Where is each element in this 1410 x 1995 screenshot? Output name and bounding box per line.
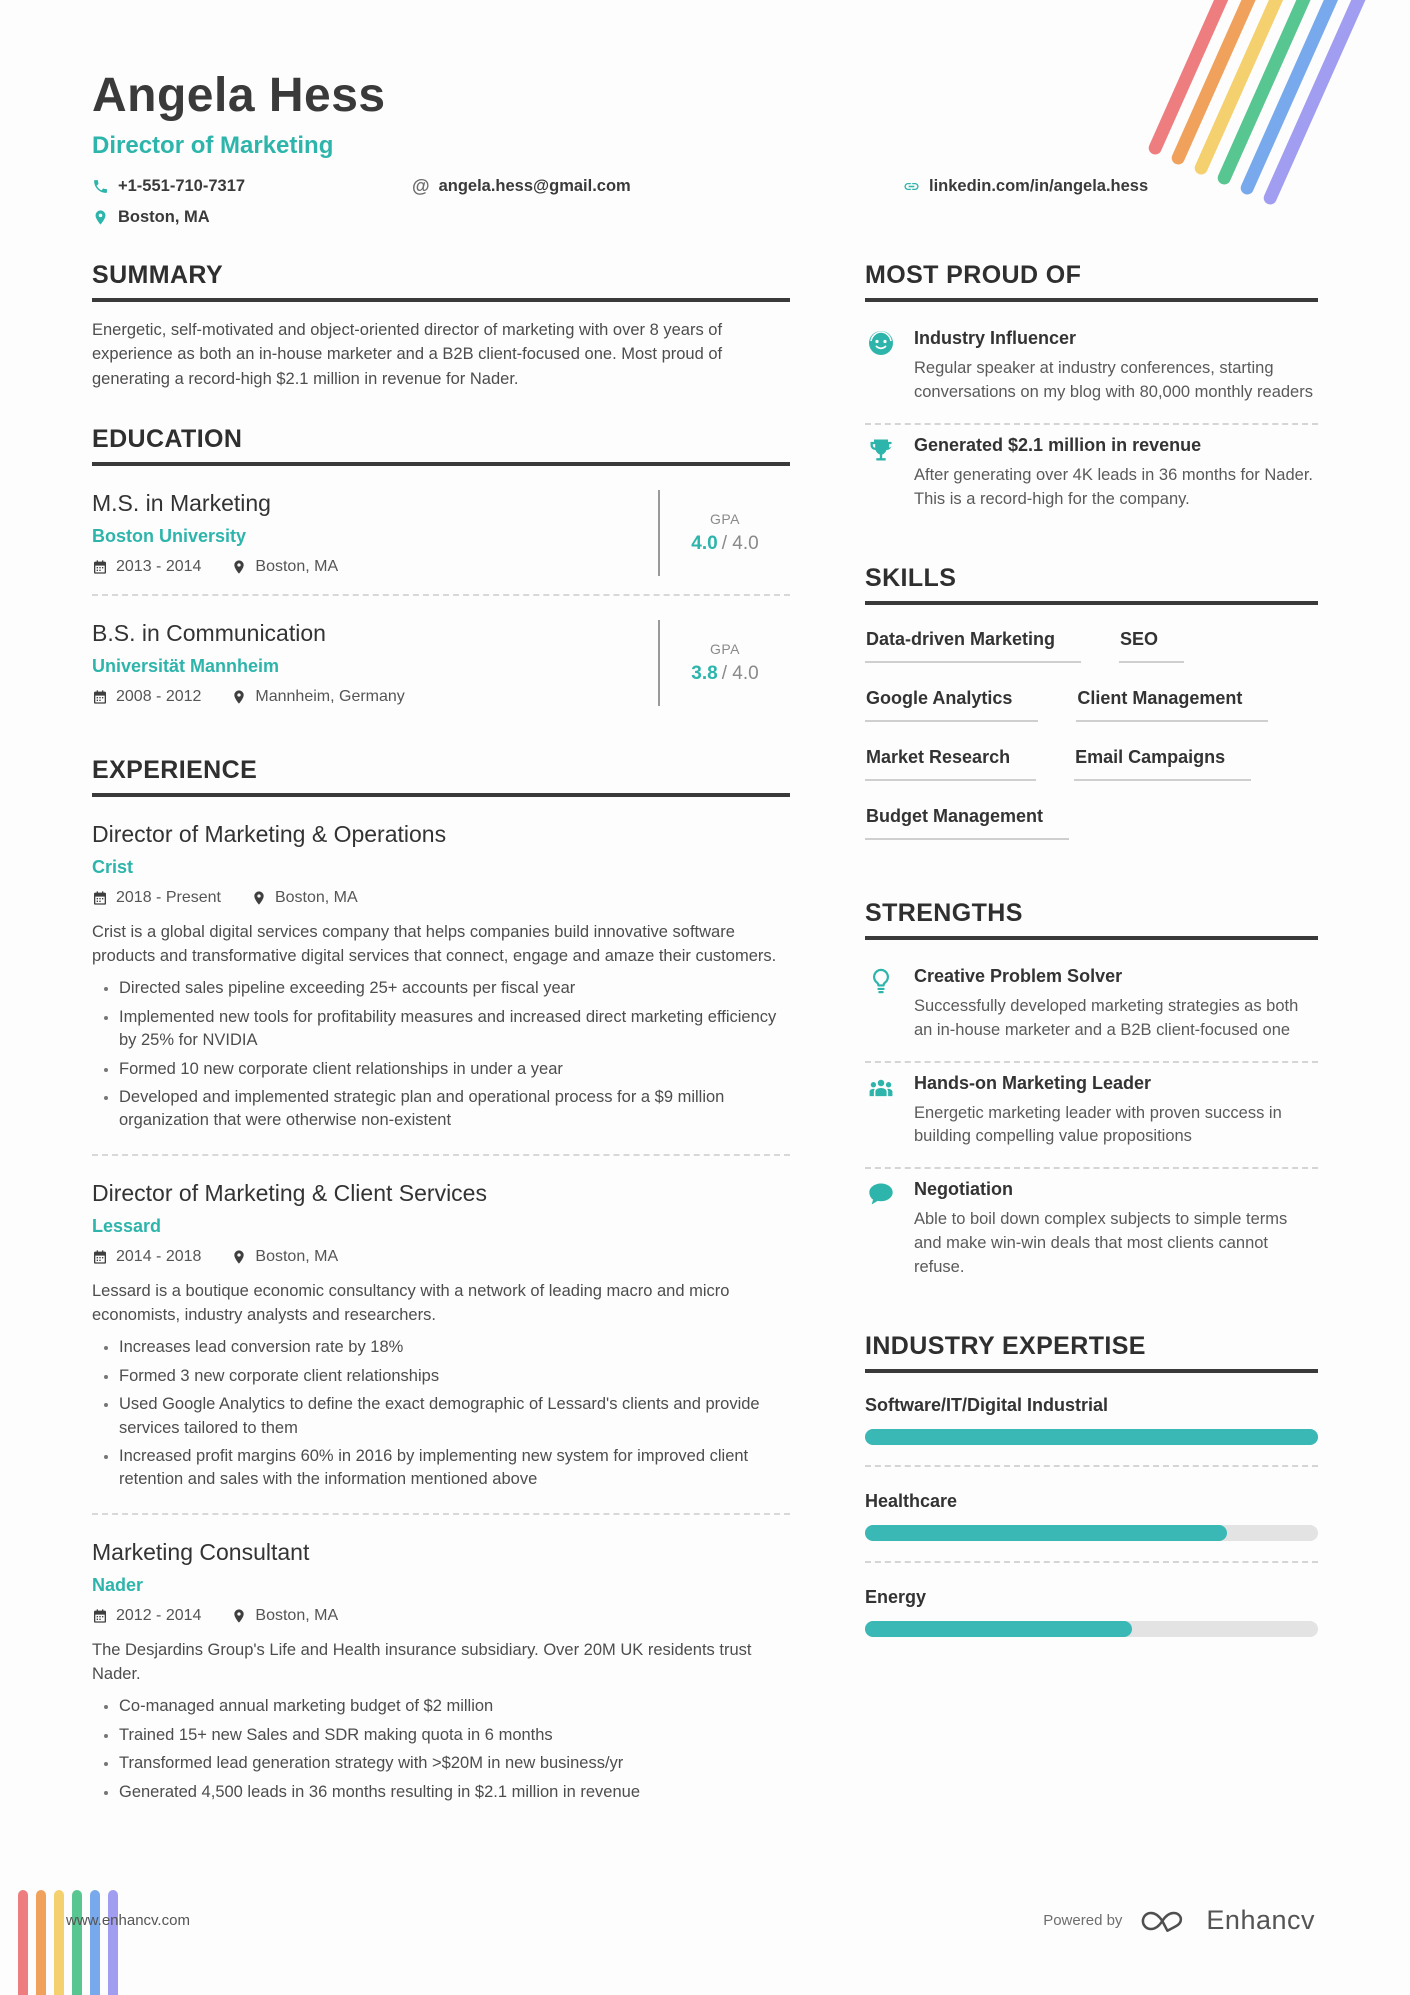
achievement-item: • Directed sales pipeline exceeding 25+ accounts per fiscal year: [119, 977, 790, 1000]
location-text: Boston, MA: [274, 888, 358, 906]
entry-location: [231, 688, 404, 706]
expertise-bar-fill: [865, 1525, 1227, 1541]
experience-section: [92, 756, 790, 1823]
strength-text: Able to boil down complex subjects to simple terms and make win-win deals that most clients cannot refuse.: [914, 1210, 1288, 1277]
achievement-item: • Generated 4,500 leads in 36 months resulting in $2.1 million in revenue: [119, 1781, 790, 1804]
expertise-bar-track: [865, 1525, 1318, 1541]
experience-entry: [92, 813, 790, 1152]
location-text: Boston, MA: [118, 208, 210, 226]
date-range: [92, 1248, 201, 1266]
contact-row: [92, 176, 1318, 197]
industry-expertise-section: [865, 1332, 1318, 1657]
industry-item: [865, 1485, 1318, 1561]
achievement-item: • Formed 10 new corporate client relationships in under a year: [119, 1058, 790, 1081]
entry-location: [231, 1607, 338, 1625]
gpa-max: / 4.0: [721, 662, 759, 684]
calendar-icon: [92, 1608, 108, 1624]
achievement-item: • Implemented new tools for profitability measures and increased direct marketing efficiency by 25% for NVIDIA: [119, 1006, 790, 1053]
company-description: Lessard is a boutique economic consultancy with a network of leading macro and micro economists, industry analysts and researchers.: [92, 1281, 730, 1325]
education-entry: [92, 482, 790, 592]
achievement-item: • Transformed lead generation strategy with >$20M in new business/yr: [119, 1752, 790, 1775]
date-text: 2008 - 2012: [116, 687, 202, 705]
skill-item: Google Analytics: [865, 688, 1038, 722]
skill-item: Budget Management: [865, 806, 1069, 840]
left-column: [92, 261, 790, 1857]
strength-title: Hands-on Marketing Leader: [914, 1072, 1152, 1093]
date-range: [92, 688, 201, 706]
most-proud-heading: MOST PROUD OF: [865, 261, 1318, 302]
location-text: Boston, MA: [255, 557, 339, 575]
location-pin-icon: [231, 689, 247, 705]
proud-title: Industry Influencer: [914, 328, 1077, 348]
linkedin-contact[interactable]: [903, 177, 1148, 196]
at-icon: @: [412, 176, 430, 196]
powered-by-label: Powered by: [1043, 1912, 1123, 1929]
date-text: 2013 - 2014: [116, 557, 202, 575]
job-title: Director of Marketing & Client Services: [92, 1179, 487, 1206]
skill-item: Email Campaigns: [1074, 747, 1251, 781]
linkedin-url: linkedin.com/in/angela.hess: [929, 177, 1149, 195]
skills-heading: SKILLS: [865, 564, 1318, 605]
gpa-box: [658, 490, 790, 576]
skill-item: Data-driven Marketing: [865, 629, 1081, 663]
strength-title: Negotiation: [914, 1179, 1013, 1200]
strength-item: [865, 1063, 1318, 1168]
date-text: 2012 - 2014: [116, 1606, 202, 1624]
achievement-item: • Co-managed annual marketing budget of $2 million: [119, 1695, 790, 1718]
education-heading: EDUCATION: [92, 425, 790, 466]
achievement-item: • Used Google Analytics to define the exact demographic of Lessard's clients and provide services tailored to them: [119, 1393, 790, 1440]
company-name: Lessard: [92, 1215, 162, 1236]
summary-text: Energetic, self-motivated and object-oriented director of marketing with over 8 years of experience as both an in-house marketer and a B2B client-focused one. Most proud of generating a record-high $2.1 million in revenue for Nader.: [92, 321, 723, 388]
proud-item: [865, 318, 1318, 423]
education-section: [92, 425, 790, 722]
date-text: 2018 - Present: [116, 888, 221, 906]
school-name: Universität Mannheim: [92, 655, 280, 676]
decorative-stripe: [72, 1890, 82, 1995]
achievement-item: • Developed and implemented strategic plan and operational process for a $9 million organization that were otherwise non-existent: [119, 1086, 790, 1133]
location-pin-icon: [231, 559, 247, 575]
degree-title: M.S. in Marketing: [92, 489, 271, 516]
resume-header: [0, 0, 1410, 227]
calendar-icon: [92, 689, 108, 705]
strength-item: [865, 1169, 1318, 1298]
email-contact[interactable]: [412, 176, 903, 197]
trophy-icon: [867, 435, 897, 512]
calendar-icon: [92, 559, 108, 575]
strength-text: Energetic marketing leader with proven success in building compelling value propositions: [914, 1103, 1282, 1146]
company-name: Nader: [92, 1574, 144, 1595]
date-range: [92, 558, 201, 576]
skill-item: SEO: [1119, 629, 1184, 663]
phone-number: +1-551-710-7317: [118, 177, 246, 195]
company-description: Crist is a global digital services company that helps companies build innovative software products and transformative digital services that connect, engage and amaze their customers.: [92, 922, 777, 965]
industry-item: [865, 1389, 1318, 1465]
experience-entry: [92, 1531, 790, 1823]
gpa-label: GPA: [709, 640, 741, 657]
location-pin-icon: [92, 209, 109, 226]
strength-text: Successfully developed marketing strategies as both an in-house marketer and a B2B client-focused one: [914, 996, 1299, 1039]
item-divider: [865, 1465, 1318, 1467]
expertise-bar-track: [865, 1621, 1318, 1637]
school-name: Boston University: [92, 525, 247, 546]
company-description: The Desjardins Group's Life and Health insurance subsidiary. Over 20M UK residents trust Nader.: [92, 1640, 752, 1684]
achievement-list: [92, 1695, 790, 1804]
industry-item: [865, 1581, 1318, 1657]
decorative-stripe: [108, 1890, 118, 1995]
location-text: Mannheim, Germany: [255, 687, 405, 705]
decorative-stripes-bottom: [18, 1890, 118, 1995]
calendar-icon: [92, 890, 108, 906]
achievement-list: [92, 1336, 790, 1492]
proud-text: Regular speaker at industry conferences, starting conversations on my blog with 80,000 monthly readers: [914, 359, 1313, 401]
phone-icon: [92, 178, 109, 195]
item-divider: [865, 1561, 1318, 1563]
achievement-item: • Formed 3 new corporate client relationships: [119, 1365, 790, 1388]
strength-title: Creative Problem Solver: [914, 965, 1123, 986]
experience-heading: EXPERIENCE: [92, 756, 790, 797]
speech-bubble-icon: [867, 1179, 897, 1280]
skill-item: Client Management: [1076, 688, 1268, 722]
enhancv-logo-icon: [1137, 1907, 1191, 1935]
influencer-face-icon: [867, 328, 897, 405]
gpa-label: GPA: [709, 510, 741, 527]
job-title: Marketing Consultant: [92, 1538, 310, 1565]
strengths-section: [865, 899, 1318, 1298]
date-range: [92, 889, 221, 907]
decorative-stripe: [90, 1890, 100, 1995]
strengths-heading: STRENGTHS: [865, 899, 1318, 940]
industry-label: Software/IT/Digital Industrial: [865, 1395, 1109, 1416]
brand-name: Enhancv: [1206, 1905, 1315, 1935]
expertise-bar-fill: [865, 1429, 1318, 1445]
resume-body: [0, 261, 1410, 1857]
achievement-list: [92, 977, 790, 1133]
entry-location: [231, 1248, 338, 1266]
decorative-stripe: [36, 1890, 46, 1995]
expertise-bar-track: [865, 1429, 1318, 1445]
strength-item: [865, 956, 1318, 1061]
lightbulb-icon: [867, 966, 897, 1043]
gpa-value: [691, 663, 758, 685]
education-entry: [92, 612, 790, 722]
email-address: angela.hess@gmail.com: [438, 177, 631, 195]
entry-divider: [92, 594, 790, 596]
contact-row-2: [92, 208, 1318, 227]
skill-item: Market Research: [865, 747, 1036, 781]
location-text: Boston, MA: [255, 1606, 339, 1624]
gpa-value: [691, 533, 758, 555]
industry-label: Energy: [865, 1587, 927, 1608]
candidate-job-title: Director of Marketing: [92, 132, 334, 159]
date-text: 2014 - 2018: [116, 1247, 202, 1265]
website-link[interactable]: www.enhancv.com: [66, 1912, 190, 1929]
gpa-box: [658, 620, 790, 706]
degree-title: B.S. in Communication: [92, 619, 326, 646]
entry-divider: [92, 1154, 790, 1156]
skills-list: [865, 621, 1318, 865]
achievement-item: • Increases lead conversion rate by 18%: [119, 1336, 790, 1359]
date-range: [92, 1607, 201, 1625]
phone-contact[interactable]: [92, 177, 412, 196]
experience-entry: [92, 1172, 790, 1511]
proud-text: After generating over 4K leads in 36 months for Nader. This is a record-high for the company.: [914, 465, 1313, 508]
location-contact: [92, 208, 210, 227]
candidate-name: Angela Hess: [92, 69, 386, 122]
people-icon: [867, 1073, 897, 1150]
decorative-stripe: [54, 1890, 64, 1995]
summary-heading: SUMMARY: [92, 261, 790, 302]
gpa-score: 4.0: [691, 532, 718, 554]
company-name: Crist: [92, 856, 134, 877]
gpa-max: / 4.0: [721, 532, 759, 554]
location-pin-icon: [231, 1249, 247, 1265]
job-title: Director of Marketing & Operations: [92, 820, 447, 847]
powered-by-badge[interactable]: [1043, 1905, 1315, 1936]
summary-section: [92, 261, 790, 391]
expertise-bar-fill: [865, 1621, 1132, 1637]
location-text: Boston, MA: [255, 1247, 339, 1265]
decorative-stripe: [18, 1890, 28, 1995]
gpa-score: 3.8: [691, 662, 718, 684]
entry-location: [251, 889, 358, 907]
most-proud-section: [865, 261, 1318, 530]
industry-heading: INDUSTRY EXPERTISE: [865, 1332, 1318, 1373]
right-column: [865, 261, 1318, 1857]
calendar-icon: [92, 1249, 108, 1265]
entry-divider: [92, 1513, 790, 1515]
entry-location: [231, 558, 338, 576]
proud-title: Generated $2.1 million in revenue: [914, 434, 1202, 455]
achievement-item: • Trained 15+ new Sales and SDR making quota in 6 months: [119, 1724, 790, 1747]
proud-item: [865, 425, 1318, 530]
location-pin-icon: [251, 890, 267, 906]
industry-label: Healthcare: [865, 1491, 958, 1512]
link-icon: [903, 178, 920, 195]
location-pin-icon: [231, 1608, 247, 1624]
skills-section: [865, 564, 1318, 865]
achievement-item: • Increased profit margins 60% in 2016 by implementing new system for improved client retention and sales with the information mentioned above: [119, 1445, 790, 1492]
